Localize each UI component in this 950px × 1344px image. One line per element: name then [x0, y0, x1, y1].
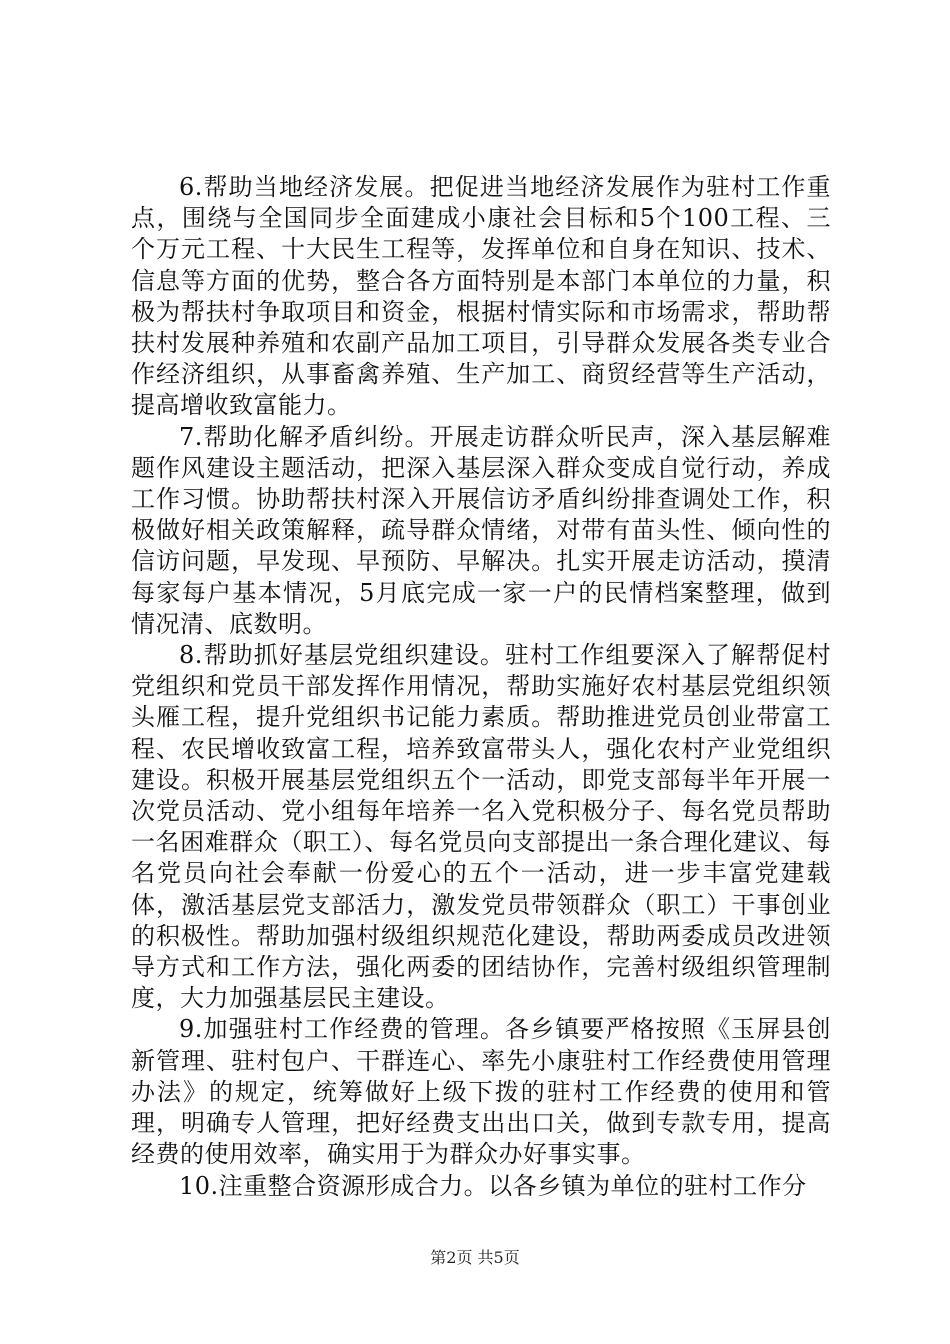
paragraph-6: 6.帮助当地经济发展。把促进当地经济发展作为驻村工作重点，围绕与全国同步全面建成小康社会目标和5个100工程、三个万元工程、十大民生工程等，发挥单位和自身在知识、技术、信息等方面的优势，整合各方面特别是本部门本单位的力量，积极为帮扶村争取项目和资金，根据村情实际和市场需求，帮助帮扶村发展种养殖和农副产品加工项目，引导群众发展各类专业合作经济组织，从事畜禽养殖、生产加工、商贸经营等生产活动，提高增收致富能力。	[131, 173, 831, 420]
document-body	[131, 172, 831, 1202]
page-number-footer: 第2页 共5页	[430, 1248, 520, 1267]
paragraph-9: 9.加强驻村工作经费的管理。各乡镇要严格按照《玉屏县创新管理、驻村包户、干群连心、率先小康驻村工作经费使用管理办法》的规定，统筹做好上级下拨的驻村工作经费的使用和管理，明确专人管理，把好经费支出出口关，做到专款专用，提高经费的使用效率，确实用于为群众办好事实事。	[131, 1015, 831, 1169]
paragraph-8: 8.帮助抓好基层党组织建设。驻村工作组要深入了解帮促村党组织和党员干部发挥作用情况，帮助实施好农村基层党组织领头雁工程，提升党组织书记能力素质。帮助推进党员创业带富工程、农民增收致富工程，培养致富带头人，强化农村产业党组织建设。积极开展基层党组织五个一活动，即党支部每半年开展一次党员活动、党小组每年培养一名入党积极分子、每名党员帮助一名困难群众（职工）、每名党员向支部提出一条合理化建议、每名党员向社会奉献一份爱心的五个一活动，进一步丰富党建载体，激活基层党支部活力，激发党员带领群众（职工）干事创业的积极性。帮助加强村级组织规范化建设，帮助两委成员改进领导方式和工作方法，强化两委的团结协作，完善村级组织管理制度，大力加强基层民主建设。	[131, 641, 831, 1013]
paragraph-10: 10.注重整合资源形成合力。以各乡镇为单位的驻村工作分	[179, 1171, 807, 1200]
paragraph-7: 7.帮助化解矛盾纠纷。开展走访群众听民声，深入基层解难题作风建设主题活动，把深入基层深入群众变成自觉行动，养成工作习惯。协助帮扶村深入开展信访矛盾纠纷排查调处工作，积极做好相关政策解释，疏导群众情绪，对带有苗头性、倾向性的信访问题，早发现、早预防、早解决。扎实开展走访活动，摸清每家每户基本情况，5月底完成一家一户的民情档案整理，做到情况清、底数明。	[131, 422, 831, 638]
